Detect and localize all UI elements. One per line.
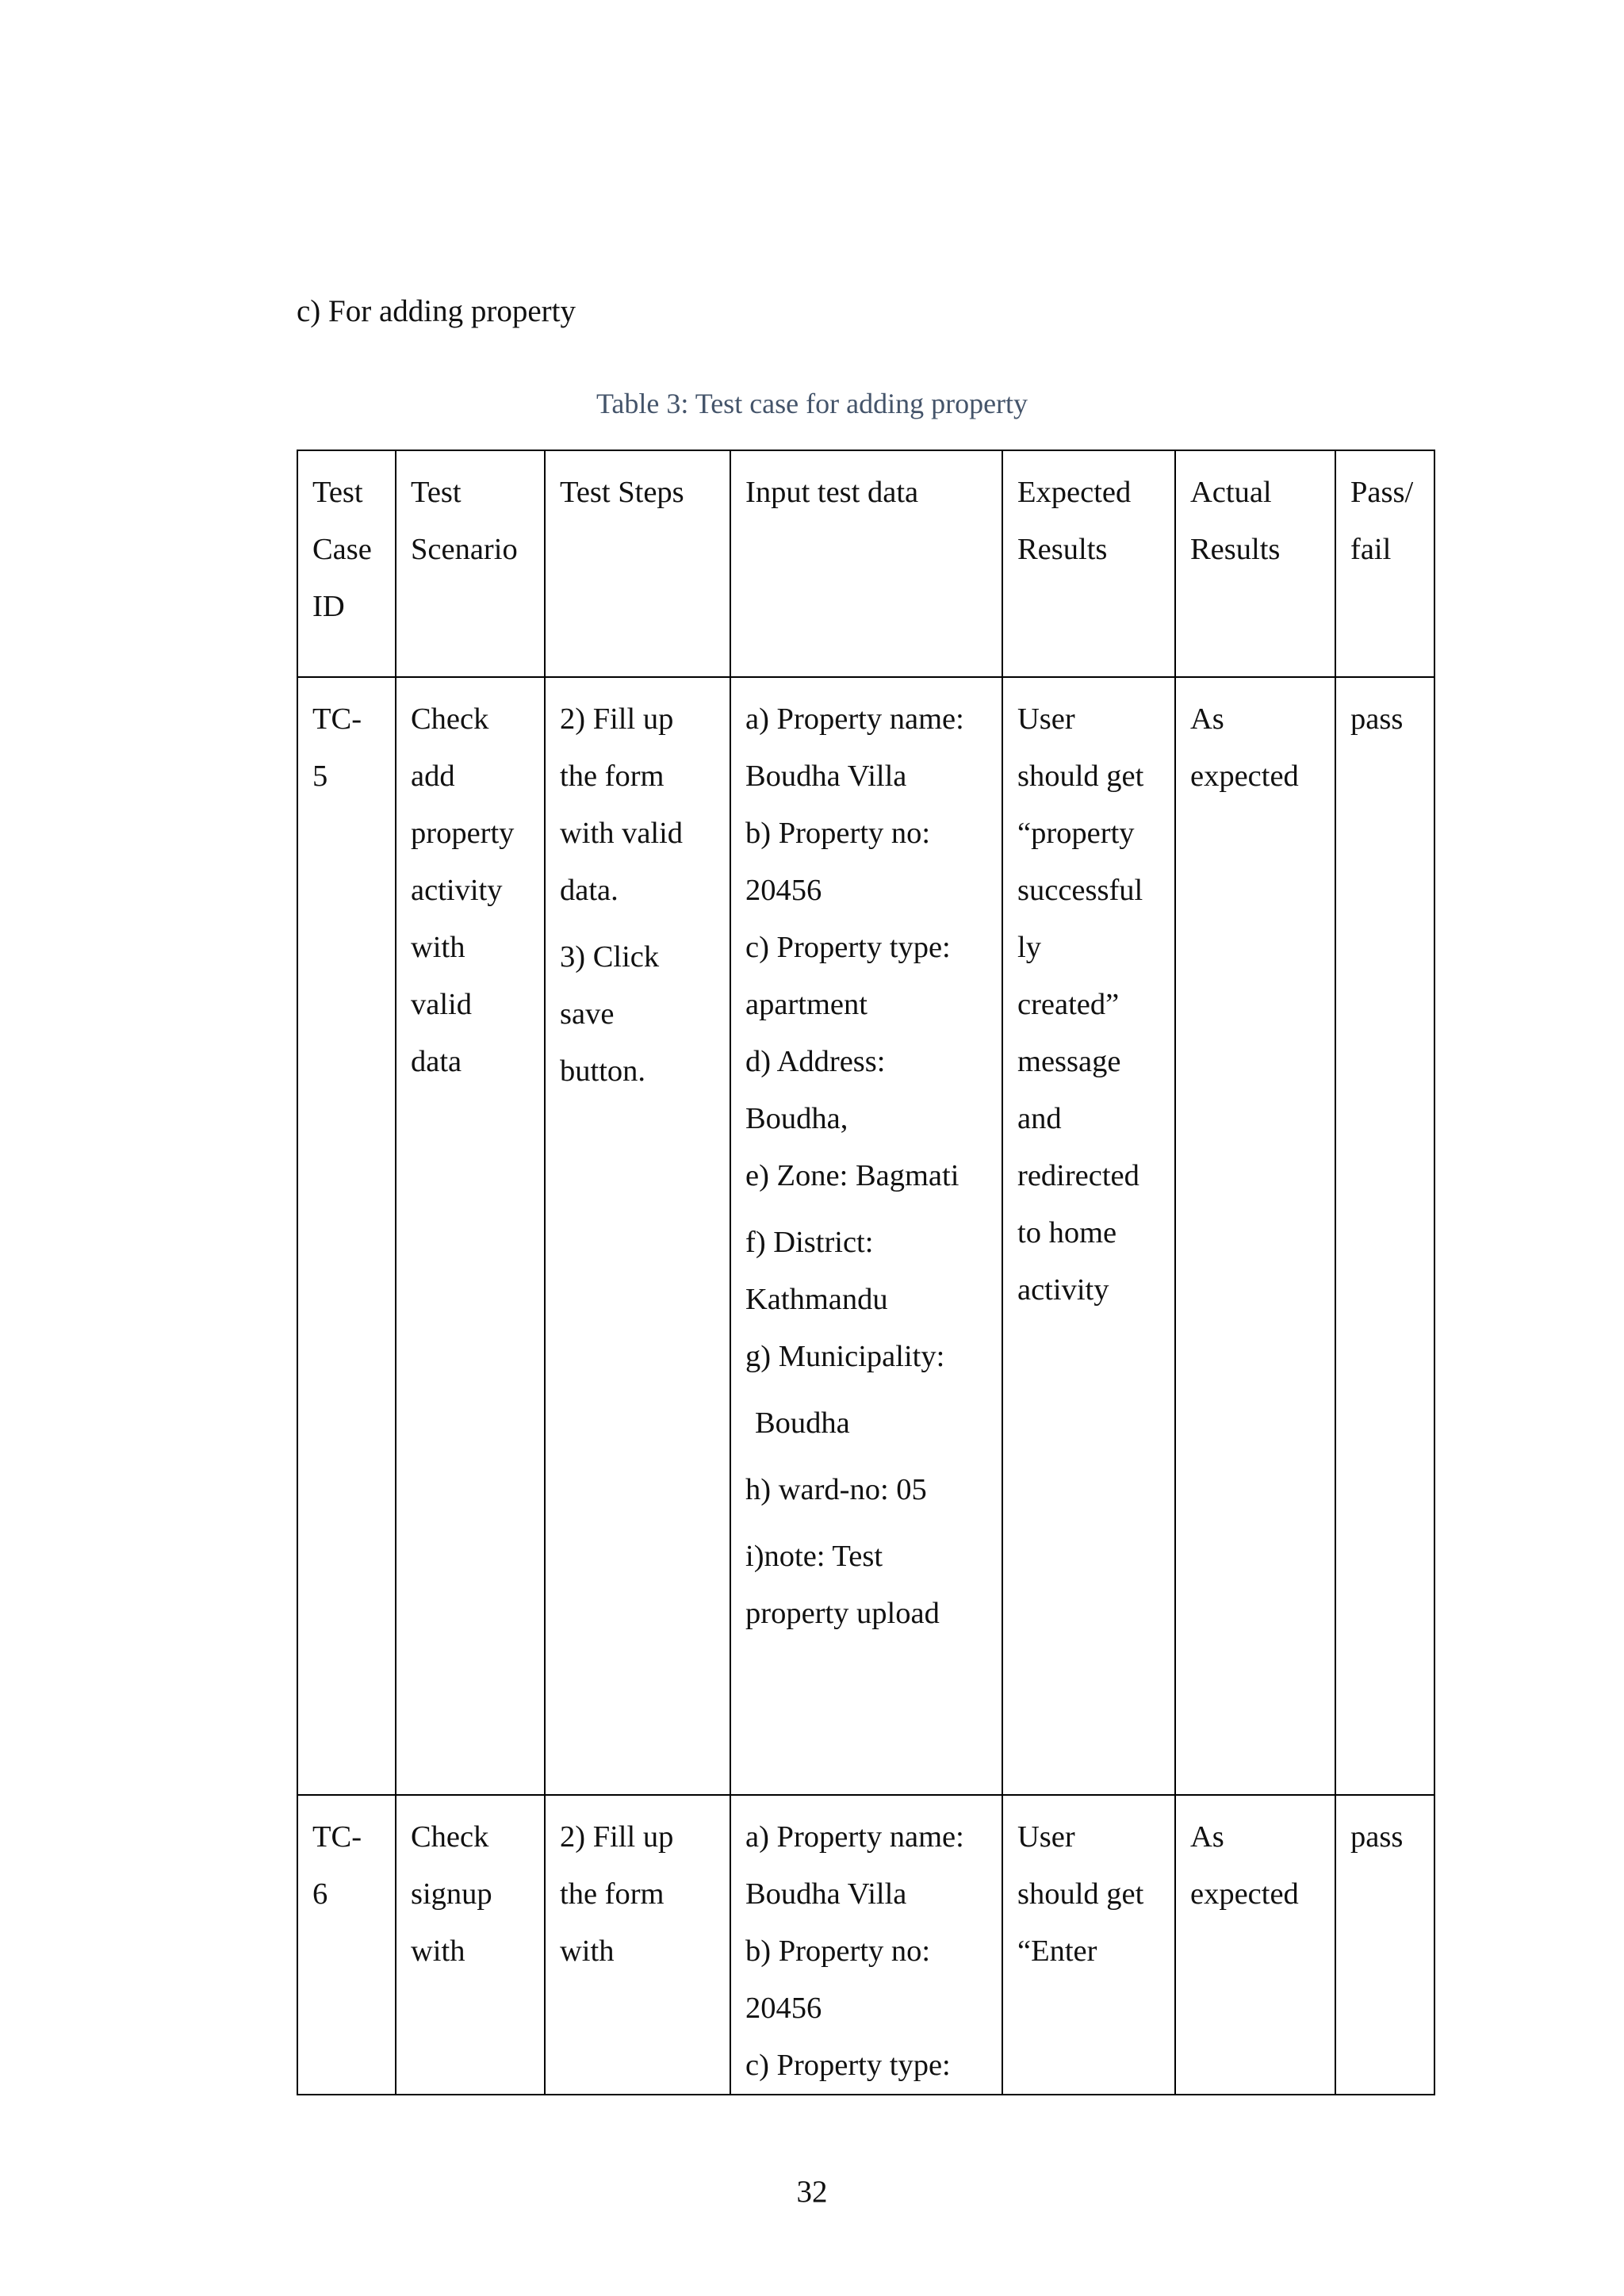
page-number: 32 (796, 2175, 828, 2209)
property-no-line: b) Property no: (745, 1934, 931, 1968)
table-row (297, 1795, 1434, 2095)
test-case-id-cell: TC- 5 (297, 677, 396, 1795)
municipality-value: Boudha (755, 1406, 850, 1440)
pass-fail-cell (1335, 677, 1434, 1795)
status-badge: pass (1350, 1820, 1404, 1854)
input-test-data-cell (730, 677, 1002, 1795)
header-test-scenario: Test Scenario (396, 450, 545, 677)
actual-results-cell: As expected (1175, 677, 1335, 1795)
district-value: Kathmandu (745, 1283, 888, 1316)
table-header-row (297, 450, 1434, 677)
table-caption: Table 3: Test case for adding property (596, 388, 1028, 419)
municipality-line: g) Municipality: (745, 1340, 945, 1373)
note-value: property upload (745, 1597, 940, 1630)
property-type-line: c) Property type: (745, 931, 951, 964)
actual-results-cell: As expected (1175, 1795, 1335, 2095)
test-scenario-cell: Check add property activity with valid data (396, 677, 545, 1795)
expected-results-cell: User should get “property successful ly created” message and redirected to home activity (1002, 677, 1175, 1795)
test-step: 3) Click save button. (560, 940, 660, 1088)
property-type-value: apartment (745, 988, 868, 1021)
property-no-value: 20456 (745, 874, 822, 907)
table-row (297, 677, 1434, 1795)
expected-results-cell: User should get “Enter (1002, 1795, 1175, 2095)
test-step: 2) Fill up the form with valid data. (560, 702, 684, 907)
test-case-table (297, 450, 1435, 2095)
zone-line: e) Zone: Bagmati (745, 1159, 959, 1192)
test-steps-cell (545, 677, 730, 1795)
header-pass-fail: Pass/ fail (1335, 450, 1434, 677)
property-name-value: Boudha Villa (745, 1877, 907, 1911)
ward-no-line: h) ward-no: 05 (745, 1473, 927, 1506)
test-steps-cell (545, 1795, 730, 2095)
header-input-test-data: Input test data (730, 450, 1002, 677)
property-no-line: b) Property no: (745, 817, 931, 850)
test-scenario-cell: Check signup with (396, 1795, 545, 2095)
status-badge: pass (1350, 702, 1404, 736)
header-test-steps: Test Steps (545, 450, 730, 677)
pass-fail-cell (1335, 1795, 1434, 2095)
address-line: d) Address: (745, 1045, 886, 1078)
header-actual-results: Actual Results (1175, 450, 1335, 677)
header-test-case-id: Test Case ID (297, 450, 396, 677)
district-line: f) District: (745, 1226, 874, 1259)
section-heading: c) For adding property (297, 294, 576, 328)
note-line: i)note: Test (745, 1540, 883, 1573)
property-name-value: Boudha Villa (745, 760, 907, 793)
property-name-line: a) Property name: (745, 702, 964, 736)
test-case-id-cell: TC- 6 (297, 1795, 396, 2095)
property-type-line: c) Property type: (745, 2049, 951, 2082)
header-expected-results: Expected Results (1002, 450, 1175, 677)
address-value: Boudha, (745, 1102, 848, 1135)
input-test-data-cell (730, 1795, 1002, 2095)
property-name-line: a) Property name: (745, 1820, 964, 1854)
test-step: 2) Fill up the form with (560, 1820, 674, 1968)
property-no-value: 20456 (745, 1992, 822, 2025)
